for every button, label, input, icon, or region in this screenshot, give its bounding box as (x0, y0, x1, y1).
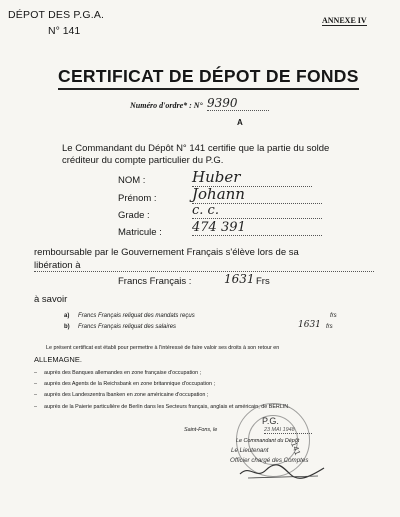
a-savoir-label: à savoir (34, 294, 68, 305)
detail-b-text: Francs Français reliquat des salaires (78, 324, 177, 330)
signature-date: 23 MAI 1948 (264, 427, 312, 434)
total-label: Francs Français : (118, 276, 192, 287)
remboursable-line-1: remboursable par le Gouvernement Français s'élève lors de sa (34, 247, 299, 258)
depot-header: DÉPOT DES P.G.A. (8, 9, 105, 21)
detail-a-key: a) (64, 313, 70, 319)
signature-place: Saint-Fons, le (184, 427, 218, 433)
bullet-item-3: auprès des Landeszentra lbanken en zone américaine d'occupation ; (44, 392, 209, 398)
order-number-label: Numéro d'ordre* : N° (130, 101, 203, 110)
remboursable-line-2: libération à (34, 260, 374, 272)
annex-label: ANNEXE IV (322, 16, 367, 25)
bullet-item-1: auprès des Banques allemandes en zone française d'occupation ; (44, 370, 202, 376)
field-prenom-value: Johann (192, 185, 322, 204)
total-value: 1631 (224, 272, 255, 286)
detail-b-unit: frs (326, 324, 333, 330)
bullet-item-2: auprès des Agents de la Reichsbank en zone britannique d'occupation ; (44, 381, 215, 387)
field-nom-value: Huber (192, 168, 312, 187)
field-grade-value: c. c. (192, 203, 322, 219)
detail-a-text: Francs Français reliquat des mandats reçus (78, 313, 195, 319)
detail-b-key: b) (64, 324, 70, 330)
bullet-dash: – (34, 370, 37, 376)
stamp-number: 141 (289, 440, 303, 457)
order-number-value: 9390 (207, 96, 269, 111)
field-prenom-label: Prénom : (118, 193, 157, 204)
purpose-line-1: Le présent certificat est établi pour permettre à l'intéressé de faire valoir ses droits à son retour en (46, 345, 280, 351)
bullet-dash: – (34, 404, 37, 410)
field-nom-label: NOM : (118, 175, 146, 186)
total-unit: Frs (256, 276, 270, 287)
depot-number: N° 141 (48, 25, 81, 37)
signature-rank: Le Lieutenant (231, 447, 269, 454)
bullet-item-4: auprès de la Paierie particulière de Berlin dans les Secteurs français, anglais et américain, de BERLIN. (44, 404, 290, 410)
handwritten-signature (238, 462, 328, 482)
signature-commandant: Le Commandant du Dépôt (236, 438, 300, 444)
bullet-dash: – (34, 392, 37, 398)
field-grade-label: Grade : (118, 210, 150, 221)
certificate-title: CERTIFICAT DE DÉPOT DE FONDS (58, 66, 359, 90)
field-matricule-value: 474 391 (192, 220, 322, 236)
field-matricule-label: Matricule : (118, 227, 162, 238)
order-letter: A (237, 118, 243, 127)
stamp-top-text: P.G. (262, 416, 279, 426)
purpose-line-2: ALLEMAGNE. (34, 355, 82, 364)
signature-officer: Officier chargé des Comptes (230, 457, 309, 464)
bullet-dash: – (34, 381, 37, 387)
intro-line-1: Le Commandant du Dépôt N° 141 certifie que la partie du solde (62, 143, 330, 154)
detail-a-unit: frs (330, 313, 337, 319)
detail-b-value: 1631 (298, 320, 321, 330)
intro-line-2: créditeur du compte particulier du P.G. (62, 155, 224, 166)
